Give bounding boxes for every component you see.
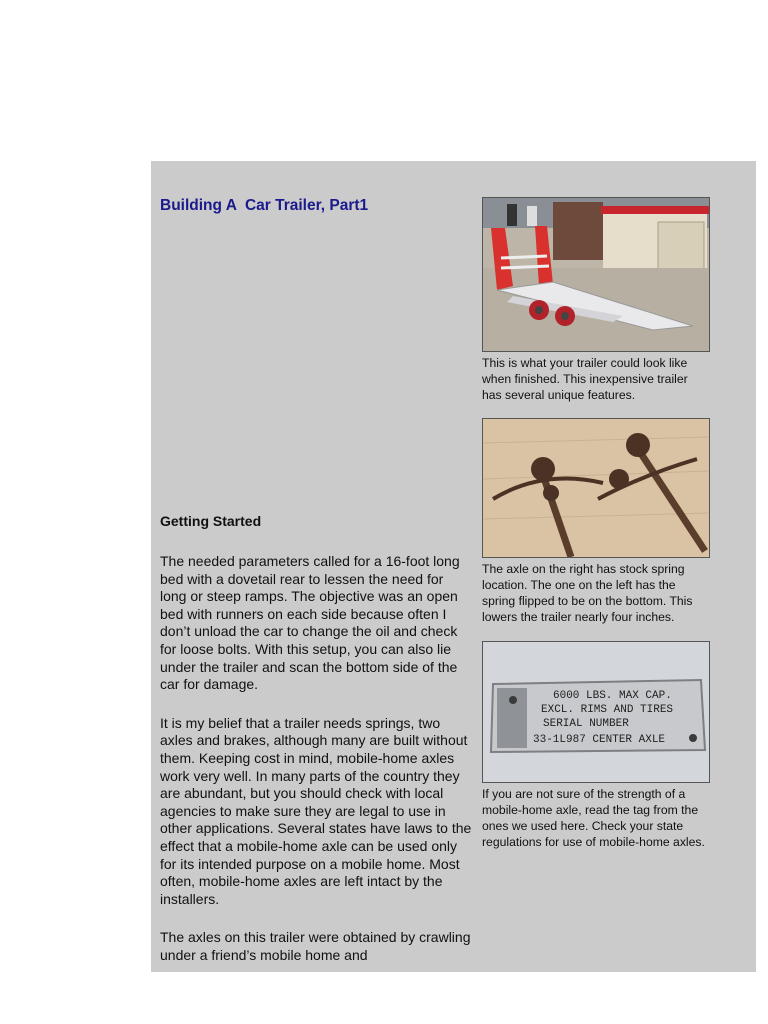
figure-caption: The axle on the right has stock spring location. The one on the left has the spring flipped to be on the bottom. This lowers the trailer nearly four inches. [482,562,693,624]
figure-caption: If you are not sure of the strength of a mobile-home axle, read the tag from the ones we used here. Check your state regulations for use of mobile-home axles. [482,787,705,849]
tag-line: 33-1L987 CENTER AXLE [533,734,666,746]
article-title: Building A Car Trailer, Part1 [160,197,369,214]
finished-trailer-photo [482,197,710,352]
tag-line: EXCL. RIMS AND TIRES [541,704,674,716]
article-panel [151,161,756,972]
article-body [160,513,472,985]
figure-caption: This is what your trailer could look like when finished. This inexpensive trailer has several unique features. [482,356,688,402]
section-heading: Getting Started [160,513,262,529]
figure-two-axles [482,418,710,625]
figure-finished-trailer [482,197,710,403]
axle-tag-photo [482,641,710,783]
body-paragraph: It is my belief that a trailer needs springs, two axles and brakes, although many are built without them. Keeping cost in mind, mobile-home axles work very well. In many parts of the country they are abundant, but you should check with local agencies to make sure they are legal to use in other applications. Several states have laws to the effect that a mobile-home axle can be used only for its intended purpose on a mobile home. Most often, mobile-home axles are left intact by the installers. [160,714,472,907]
tag-line: SERIAL NUMBER [543,718,629,730]
figure-axle-tag [482,641,710,850]
body-paragraph: The needed parameters called for a 16-foot long bed with a dovetail rear to lessen the need for long or steep ramps. The objective was an open bed with runners on each side because often I don’t unload the car to change the oil and check for loose bolts. With this setup, you can also lie under the trailer and scan the bottom side of the car for damage. [160,553,460,693]
tag-line: 6000 LBS. MAX CAP. [553,690,672,702]
two-axles-photo [482,418,710,558]
body-paragraph: The axles on this trailer were obtained by crawling under a friend’s mobile home and [160,929,471,963]
